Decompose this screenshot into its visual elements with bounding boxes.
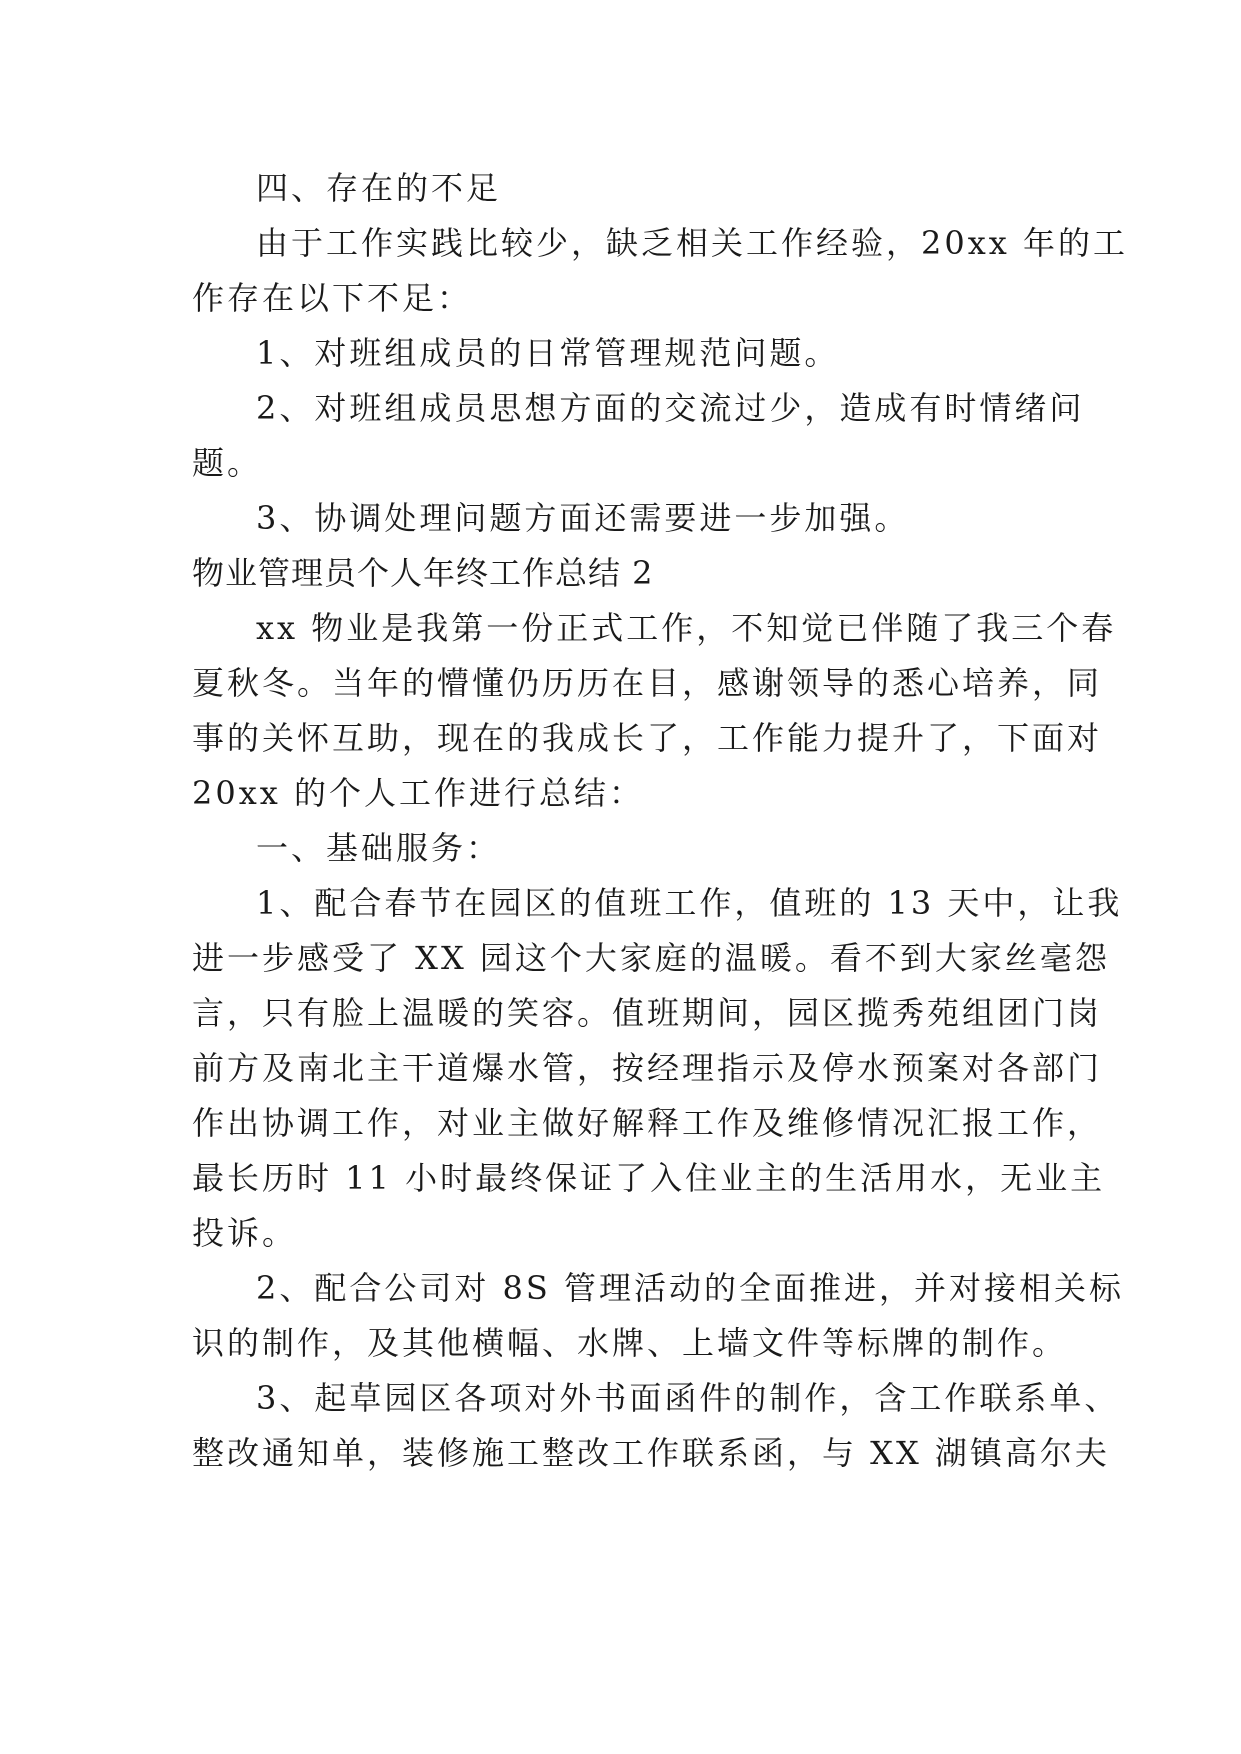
paragraph-line: 进一步感受了 XX 园这个大家庭的温暖。看不到大家丝毫怨 [192,939,1110,977]
section-heading-basic-service: 一、基础服务： [256,829,502,867]
list-item: 2、配合公司对 8S 管理活动的全面推进，并对接相关标 [256,1269,1124,1307]
paragraph-line: 由于工作实践比较少，缺乏相关工作经验，20xx 年的工 [256,224,1128,262]
paragraph-line: 事的关怀互助，现在的我成长了，工作能力提升了，下面对 [192,719,1103,757]
list-item: 1、对班组成员的日常管理规范问题。 [256,334,840,372]
paragraph-line: 投诉。 [192,1214,298,1252]
paragraph-line: 作存在以下不足： [192,279,473,317]
paragraph-line: 作出协调工作，对业主做好解释工作及维修情况汇报工作， [192,1104,1103,1142]
paragraph-line: 识的制作，及其他横幅、水牌、上墙文件等标牌的制作。 [192,1324,1068,1362]
list-item: 2、对班组成员思想方面的交流过少，造成有时情绪问 [256,389,1085,427]
paragraph-line: 整改通知单，装修施工整改工作联系函，与 XX 湖镇高尔夫 [192,1434,1110,1472]
paragraph-line: 夏秋冬。当年的懵懂仍历历在目，感谢领导的悉心培养，同 [192,664,1103,702]
list-item: 3、起草园区各项对外书面函件的制作，含工作联系单、 [256,1379,1120,1417]
list-item: 1、配合春节在园区的值班工作，值班的 13 天中，让我 [256,884,1123,922]
paragraph-line: 言，只有脸上温暖的笑容。值班期间，园区揽秀苑组团门岗 [192,994,1103,1032]
paragraph-line: xx 物业是我第一份正式工作，不知觉已伴随了我三个春 [256,609,1117,647]
paragraph-line: 前方及南北主干道爆水管，按经理指示及停水预案对各部门 [192,1049,1103,1087]
paragraph-line: 最长历时 11 小时最终保证了入住业主的生活用水，无业主 [192,1159,1106,1197]
section-heading-shortcomings: 四、存在的不足 [256,169,502,207]
document-title: 物业管理员个人年终工作总结 2 [192,554,654,592]
paragraph-line: 题。 [192,444,263,482]
list-item: 3、协调处理问题方面还需要进一步加强。 [256,499,910,537]
paragraph-line: 20xx 的个人工作进行总结： [192,774,644,812]
